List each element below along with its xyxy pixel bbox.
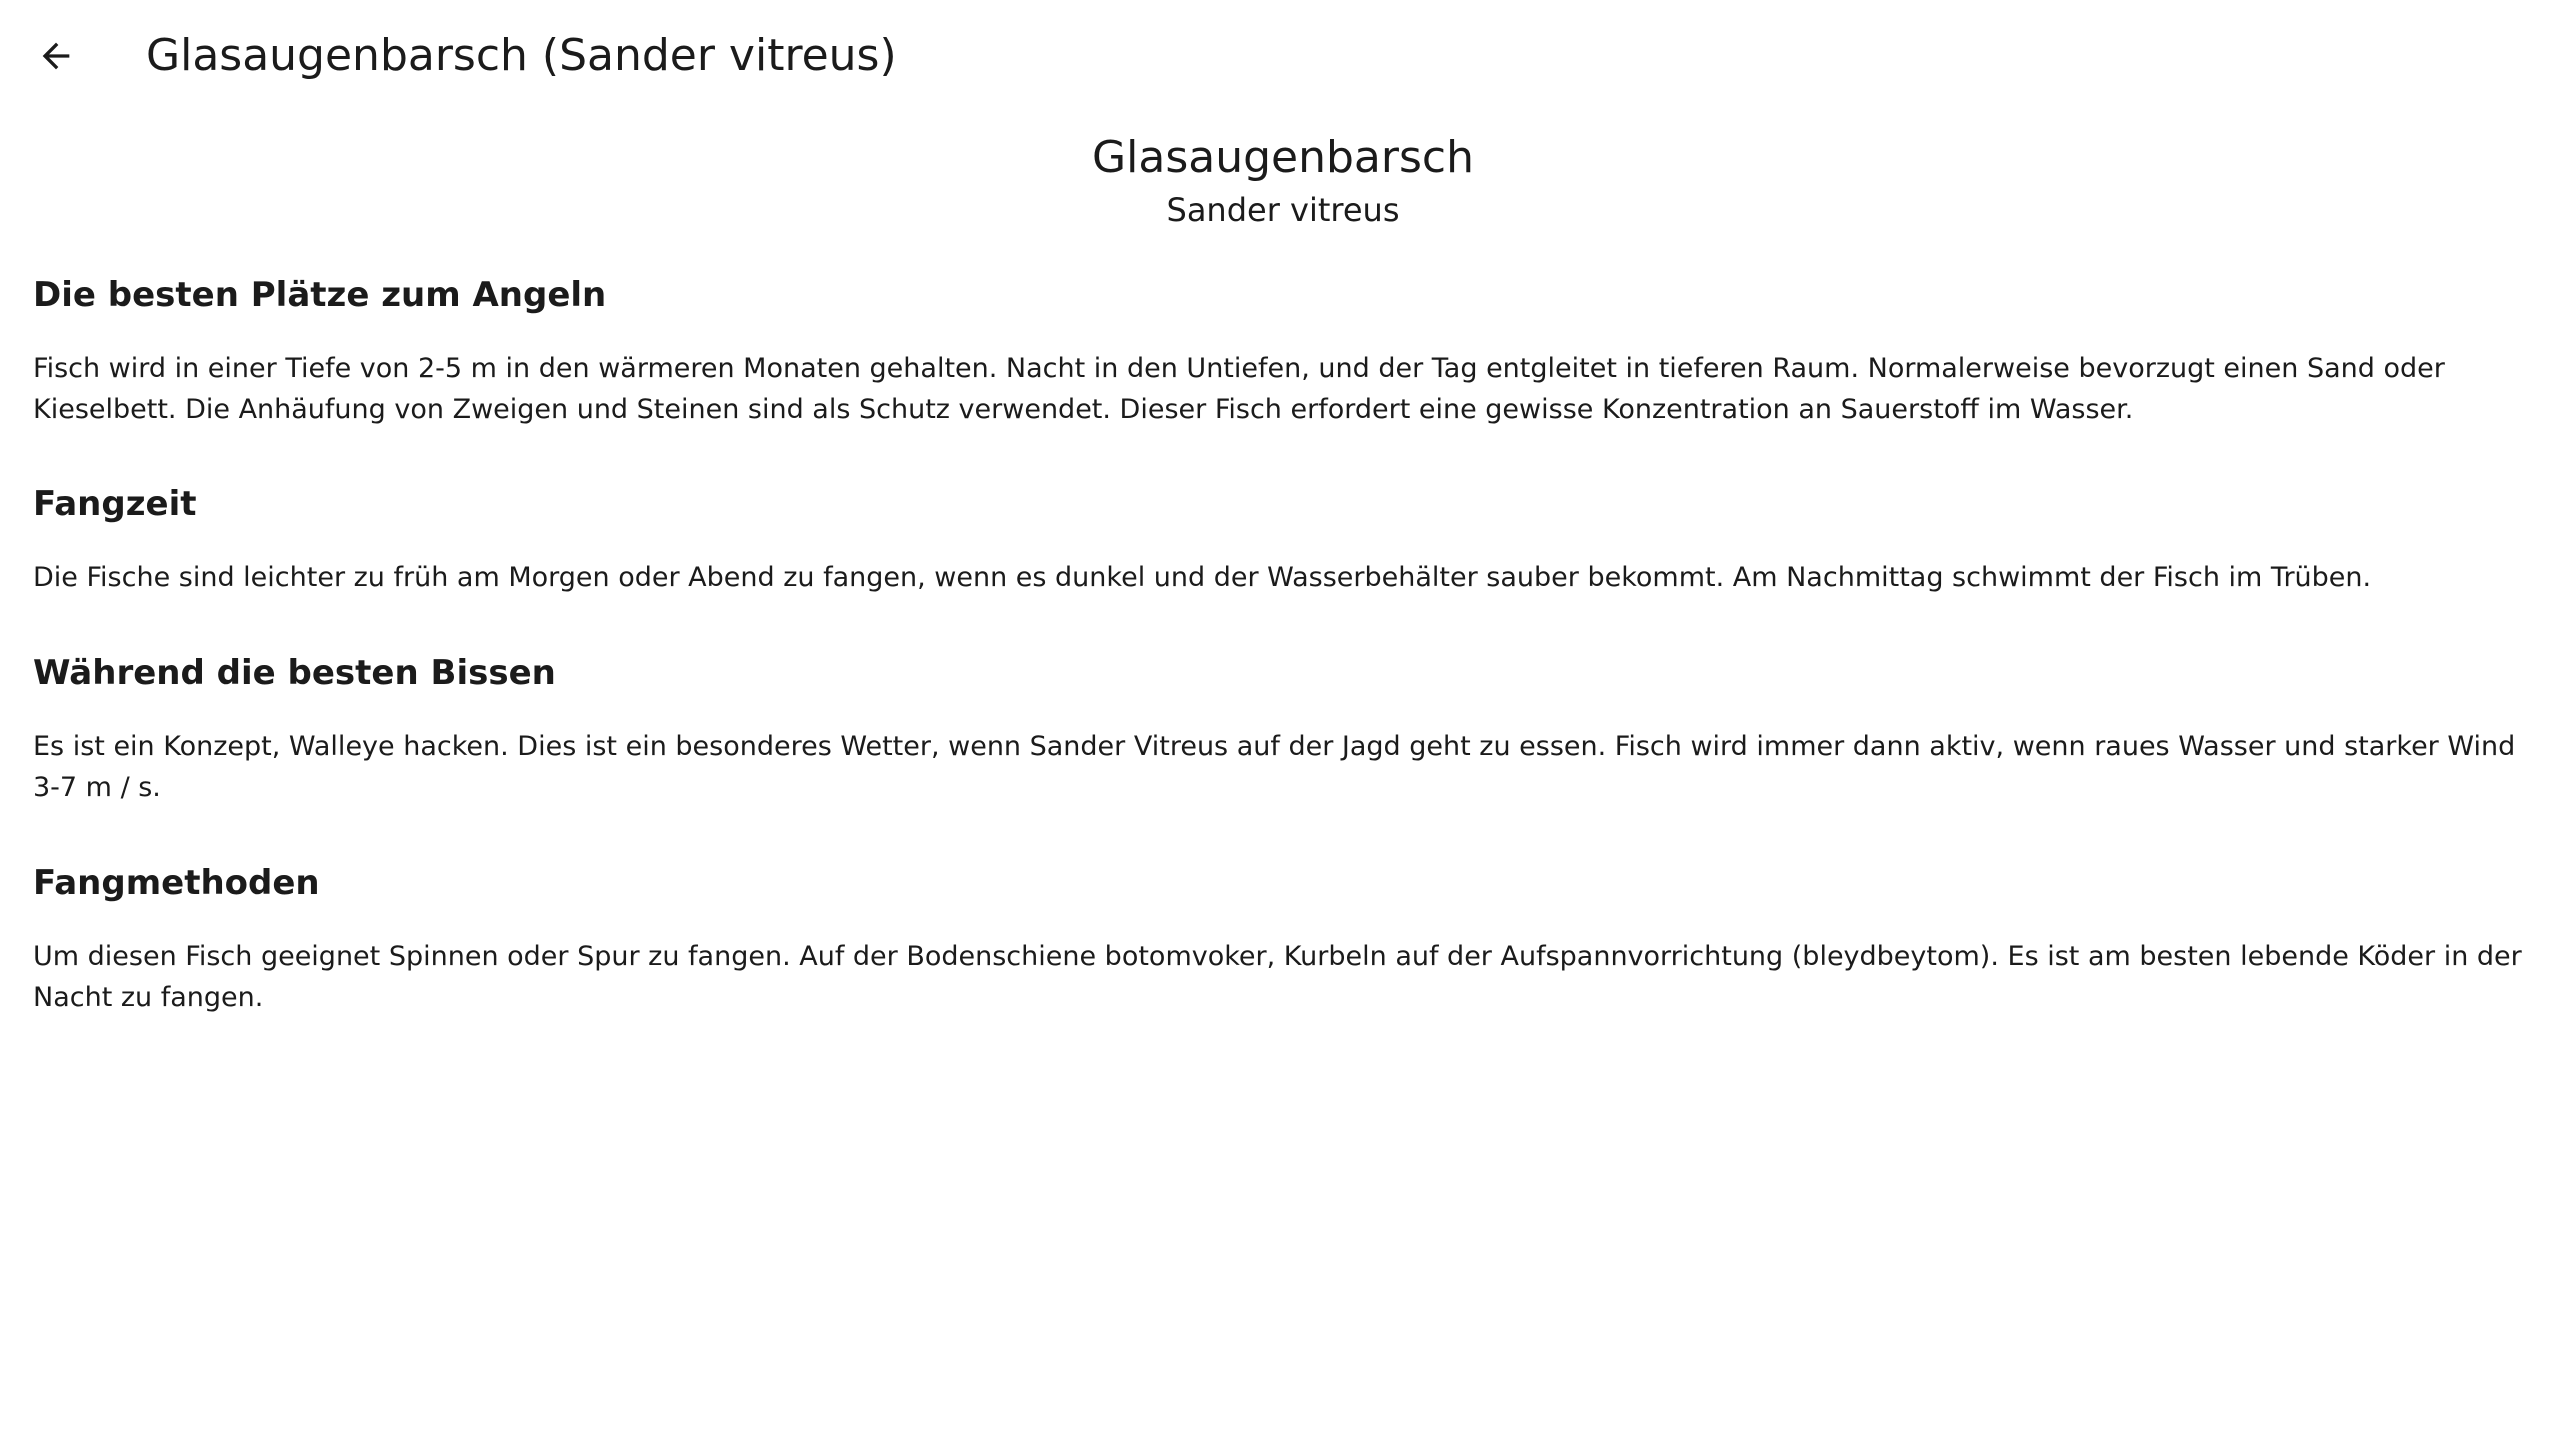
section-heading: Die besten Plätze zum Angeln <box>33 275 607 315</box>
section-heading: Während die besten Bissen <box>33 653 556 693</box>
species-common-name: Glasaugenbarsch <box>1092 132 1474 183</box>
page-title: Glasaugenbarsch (Sander vitreus) <box>146 30 897 81</box>
section-text: Es ist ein Konzept, Walleye hacken. Dies ist ein besonderes Wetter, wenn Sander Vitreus auf der Jagd geht zu essen. Fisch wird immer dann aktiv, wenn raues Wasser und starker Wind 3-7 m / s. <box>33 731 2516 803</box>
app-bar <box>0 0 2560 112</box>
section-best-bites <box>33 650 2533 808</box>
section-best-places <box>33 272 2533 430</box>
section-catch-time <box>33 481 2533 598</box>
section-text: Um diesen Fisch geeignet Spinnen oder Spur zu fangen. Auf der Bodenschiene botomvoker, Kurbeln auf der Aufspannvorrichtung (bleydbeytom). Es ist am besten lebende Köder in der Nacht zu fangen. <box>33 941 2522 1013</box>
back-button[interactable] <box>24 24 88 88</box>
section-catch-methods <box>33 860 2533 1018</box>
species-detail <box>33 128 2533 1013</box>
section-heading: Fangzeit <box>33 484 197 524</box>
species-latin-name: Sander vitreus <box>1166 191 1400 229</box>
species-header <box>33 128 2533 232</box>
section-text: Fisch wird in einer Tiefe von 2-5 m in den wärmeren Monaten gehalten. Nacht in den Untiefen, und der Tag entgleitet in tieferen Raum. Normalerweise bevorzugt einen Sand oder Kieselbett. Die Anhäufung von Zweigen und Steinen sind als Schutz verwendet. Dieser Fisch erfordert eine gewisse Konzentration an Sauerstoff im Wasser. <box>33 353 2445 425</box>
section-heading: Fangmethoden <box>33 863 320 903</box>
arrow-left-icon <box>36 36 76 76</box>
section-text: Die Fische sind leichter zu früh am Morgen oder Abend zu fangen, wenn es dunkel und der Wasserbehälter sauber bekommt. Am Nachmittag schwimmt der Fisch im Trüben. <box>33 562 2372 593</box>
